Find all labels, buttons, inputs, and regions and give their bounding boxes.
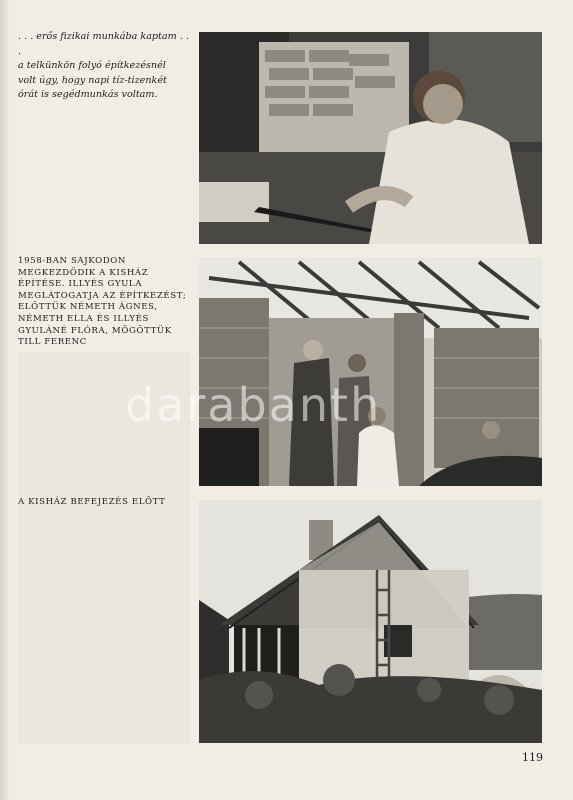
caption-line: A KISHÁZ BEFEJEZÉS ELŐTT [18,497,166,507]
caption-line: órát is segédmunkás voltam. [18,89,158,100]
caption-line: 1958-BAN SAJKODON [18,256,126,266]
caption-line: MEGLÁTOGATJA AZ ÉPÍTKEZÉST; [18,290,187,301]
caption-sajkod-1958 [18,256,190,349]
caption-line: volt úgy, hogy napi tíz-tizenkét [18,74,167,86]
caption-physical-work [18,30,190,103]
caption-line: MEGKEZDŐDIK A KISHÁZ [18,267,149,278]
caption-line: GYULÁNÉ FLÓRA, MÖGÖTTÜK [18,325,172,336]
caption-line: TILL FERENC [18,337,87,348]
caption-line: ELŐTTÜK NÉMETH ÁGNES, [18,302,158,313]
caption-line: a telkünkön folyó építkezésnél [18,60,166,71]
caption-before-completion [18,497,190,509]
caption-line: NÉMETH ELLA ÉS ILLYÉS [18,313,150,324]
photo-man-shoveling [199,32,542,244]
photo-small-house [199,500,542,743]
photo-visit-construction [199,258,542,486]
watermark-text: darabanth [125,378,382,432]
page-spine-shadow [0,0,10,800]
caption-line: . . . erős fizikai munkába kaptam . . . [18,31,189,57]
caption-line: ÉPÍTÉSE. ILLYÉS GYULA [18,279,143,290]
page-number: 119 [522,751,543,764]
